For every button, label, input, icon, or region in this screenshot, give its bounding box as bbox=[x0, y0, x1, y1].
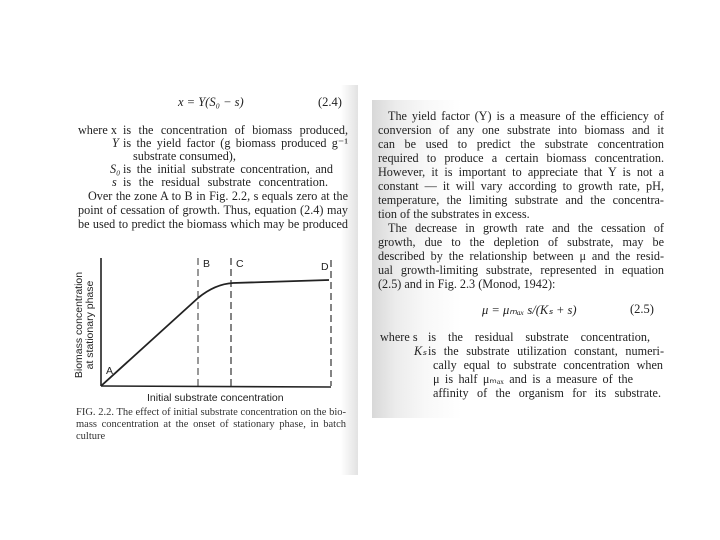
paragraph-line: temperature, the limiting substrate and the concentra- bbox=[378, 193, 664, 207]
equation-number: (2.5) bbox=[630, 302, 654, 316]
definition-line: is the residual substrate concentration. bbox=[123, 175, 328, 189]
paragraph-line: (2.5) and in Fig. 2.3 (Monod, 1942): bbox=[378, 277, 556, 291]
paragraph-line: be used to predict the biomass which may be produced bbox=[78, 217, 348, 231]
paragraph-line: required to produce a certain biomass concentration. bbox=[378, 151, 664, 165]
y-axis-label: Biomass concentration at stationary phase bbox=[73, 271, 96, 379]
paragraph-line: The decrease in growth rate and the cessation of bbox=[388, 221, 664, 235]
paragraph-line: ual growth-limiting substrate, represented in equation bbox=[378, 263, 664, 277]
definition-line: μ is half μₘₐₓ and is a measure of the bbox=[433, 372, 633, 386]
figure-caption-line: culture bbox=[76, 431, 106, 442]
paragraph-line: can be used to predict the substrate concentration bbox=[378, 137, 664, 151]
equation-2-4: x = Y(S₀ − s) bbox=[178, 95, 244, 109]
paragraph-line: conversion of any one substrate into biomass and it bbox=[378, 123, 664, 137]
definition-lead: s bbox=[112, 175, 117, 189]
paragraph-line: growth, due to the depletion of substrate, may be bbox=[378, 235, 664, 249]
point-label-a: A bbox=[106, 365, 114, 377]
paragraph-line: Over the zone A to B in Fig. 2.2, s equals zero at the bbox=[88, 189, 348, 203]
equation-number: (2.4) bbox=[318, 95, 342, 109]
point-label-c: C bbox=[236, 258, 244, 270]
paragraph-line: point of cessation of growth. Thus, equation (2.4) may bbox=[78, 203, 348, 217]
definition-line: is the yield factor (g biomass produced g⁻¹ bbox=[123, 136, 348, 150]
paragraph-line: described by the relationship between μ and the resid- bbox=[378, 249, 664, 263]
paragraph-line: constant — it will vary according to growth rate, pH, bbox=[378, 179, 664, 193]
figure-caption-line: FIG. 2.2. The effect of initial substrate concentration on the bio- bbox=[76, 407, 346, 418]
definition-line: affinity of the organism for its substrate. bbox=[433, 386, 661, 400]
figure-caption-line: mass concentration at the onset of stationary phase, in batch bbox=[76, 419, 346, 430]
paragraph-line: tion of the substrates in excess. bbox=[378, 207, 530, 221]
point-label-d: D bbox=[321, 261, 329, 273]
definition-line: is the initial substrate concentration, and bbox=[123, 162, 333, 176]
definition-line: is the residual substrate concentration, bbox=[428, 330, 650, 344]
definition-line: is the substrate utilization constant, numeri- bbox=[428, 344, 664, 358]
definition-lead: Y bbox=[112, 136, 119, 150]
where-lead: where x bbox=[78, 123, 117, 137]
x-axis-label: Initial substrate concentration bbox=[147, 392, 284, 404]
paragraph-line: The yield factor (Y) is a measure of the efficiency of bbox=[388, 109, 664, 123]
biomass-curve bbox=[101, 280, 329, 386]
definition-line: cally equal to substrate concentration when bbox=[433, 358, 663, 372]
point-label-b: B bbox=[203, 258, 211, 270]
where-lead: where s bbox=[380, 330, 418, 344]
definition-lead: S₀ bbox=[110, 162, 121, 176]
definition-lead: Kₛ bbox=[414, 344, 427, 358]
paragraph-line: However, it is important to appreciate that Y is not a bbox=[378, 165, 664, 179]
x-axis bbox=[101, 386, 331, 387]
definition-line: substrate consumed), bbox=[133, 149, 236, 163]
equation-2-5: μ = μₘₐₓ s/(Kₛ + s) bbox=[482, 303, 577, 317]
definition-line: is the concentration of biomass produced, bbox=[123, 123, 348, 137]
